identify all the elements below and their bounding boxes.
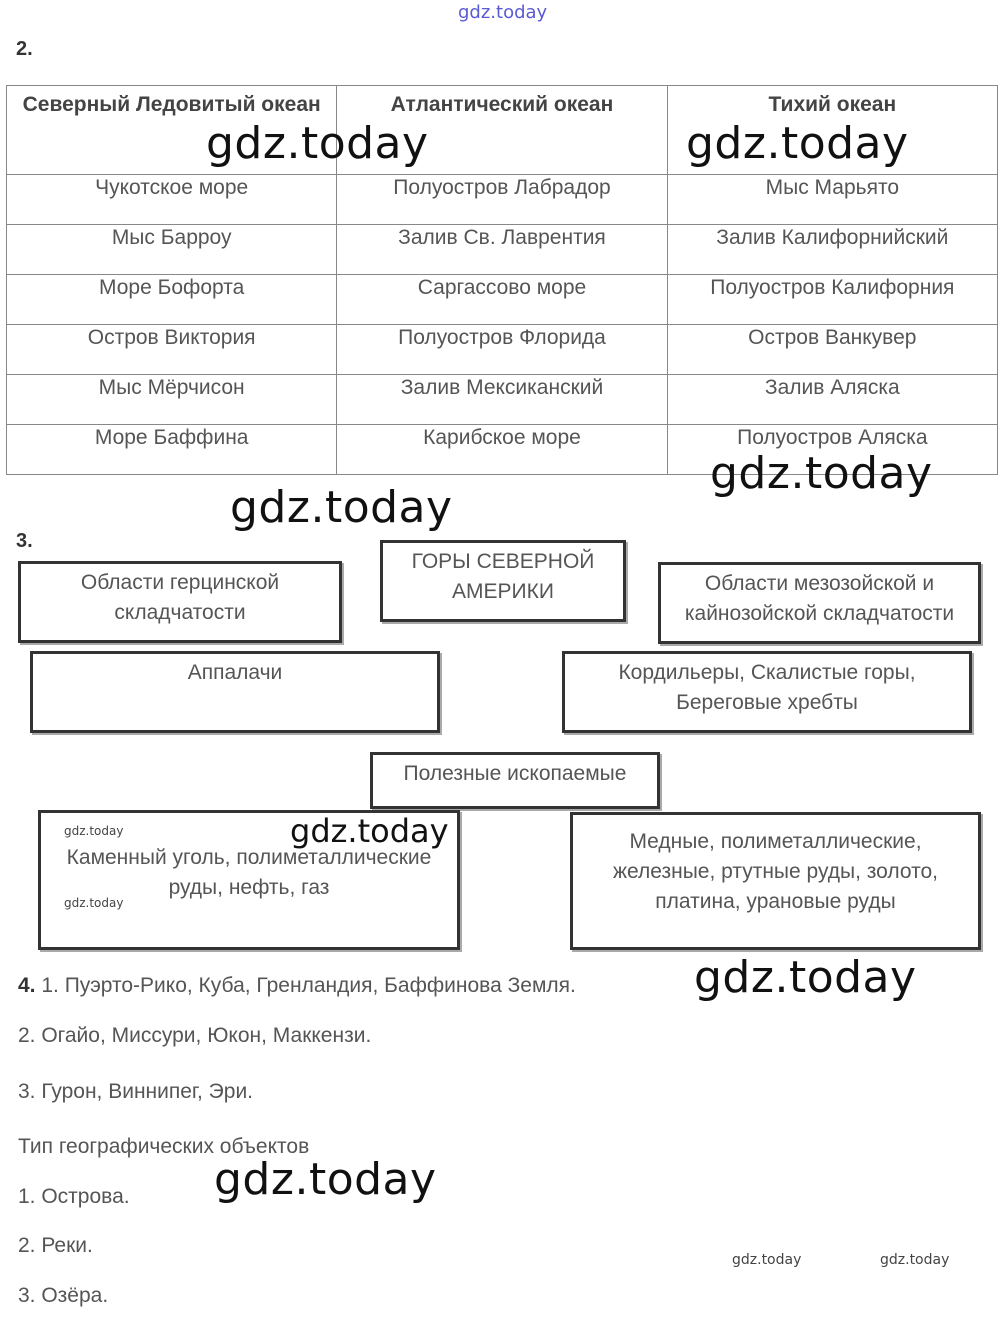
header-pacific: Тихий океан xyxy=(667,86,997,175)
watermark: gdz.today xyxy=(710,448,933,499)
mesozoic-label: Области мезозойской и кайнозойской складчатости xyxy=(684,572,955,625)
table-cell: Залив Мексиканский xyxy=(337,375,667,425)
table-row xyxy=(7,175,998,225)
task4-type-2: 2. Реки. xyxy=(18,1234,93,1257)
task4-line-3: 3. Гурон, Виннипег, Эри. xyxy=(18,1080,254,1103)
watermark-top: gdz.today xyxy=(458,2,548,23)
task2-number: 2. xyxy=(16,38,33,60)
header-arctic: Северный Ледовитый океан xyxy=(7,86,337,175)
task4-line-2: 2. Огайо, Миссури, Юкон, Маккензи. xyxy=(18,1024,372,1047)
task4-type-1: 1. Острова. xyxy=(18,1185,130,1208)
table-row xyxy=(7,225,998,275)
table-cell: Залив Аляска xyxy=(667,375,997,425)
left-minerals-label: Каменный уголь, полиметаллические руды, нефть, газ xyxy=(66,846,432,899)
table-cell: Остров Виктория xyxy=(7,325,337,375)
right-minerals-label: Медные, полиметаллические, железные, ртутные руды, золото, платина, урановые руды xyxy=(612,830,939,913)
task4-line-1 xyxy=(18,974,576,998)
watermark: gdz.today xyxy=(694,952,917,1003)
mountains-title-box xyxy=(380,540,626,622)
watermark: gdz.today xyxy=(880,1252,950,1268)
table-cell: Чукотское море xyxy=(7,175,337,225)
task3-number: 3. xyxy=(16,530,33,552)
table-cell: Мыс Мёрчисон xyxy=(7,375,337,425)
table-cell: Мыс Марьято xyxy=(667,175,997,225)
table-cell: Мыс Барроу xyxy=(7,225,337,275)
task4-type-heading: Тип географических объектов xyxy=(18,1135,310,1158)
cordilleras-box xyxy=(562,651,972,733)
table-cell: Залив Калифорнийский xyxy=(667,225,997,275)
right-minerals-box xyxy=(570,812,981,950)
minerals-head-label: Полезные ископаемые xyxy=(403,762,627,785)
task4-type-3: 3. Озёра. xyxy=(18,1284,109,1307)
task4-number: 4. xyxy=(18,974,36,997)
table-row xyxy=(7,375,998,425)
hercynian-label: Области герцинской складчатости xyxy=(80,571,280,624)
table-cell: Полуостров Калифорния xyxy=(667,275,997,325)
cordilleras-label: Кордильеры, Скалистые горы, Береговые хребты xyxy=(618,661,916,714)
table-cell: Море Бофорта xyxy=(7,275,337,325)
table-cell: Саргассово море xyxy=(337,275,667,325)
table-cell: Залив Св. Лаврентия xyxy=(337,225,667,275)
watermark: gdz.today xyxy=(290,812,449,850)
table-cell: Море Баффина xyxy=(7,425,337,475)
appalachians-label: Аппалачи xyxy=(187,661,283,684)
table-row xyxy=(7,275,998,325)
watermark: gdz.today xyxy=(64,824,124,838)
table-cell: Полуостров Лабрадор xyxy=(337,175,667,225)
appalachians-box xyxy=(30,651,440,733)
watermark: gdz.today xyxy=(686,118,909,169)
table-cell: Полуостров Флорида xyxy=(337,325,667,375)
watermark: gdz.today xyxy=(732,1252,802,1268)
mountains-title: ГОРЫ СЕВЕРНОЙ АМЕРИКИ xyxy=(411,550,595,603)
table-cell: Карибское море xyxy=(337,425,667,475)
watermark: gdz.today xyxy=(230,482,453,533)
header-atlantic: Атлантический океан xyxy=(337,86,667,175)
watermark: gdz.today xyxy=(214,1154,437,1205)
watermark: gdz.today xyxy=(206,118,429,169)
table-row xyxy=(7,325,998,375)
task4-text: 1. Пуэрто-Рико, Куба, Гренландия, Баффинова Земля. xyxy=(41,974,576,997)
table-cell: Полуостров Аляска xyxy=(667,425,997,475)
mesozoic-box xyxy=(658,562,981,644)
table-cell: Остров Ванкувер xyxy=(667,325,997,375)
watermark: gdz.today xyxy=(64,896,124,910)
hercynian-box xyxy=(18,561,342,643)
minerals-head-box xyxy=(370,752,660,809)
